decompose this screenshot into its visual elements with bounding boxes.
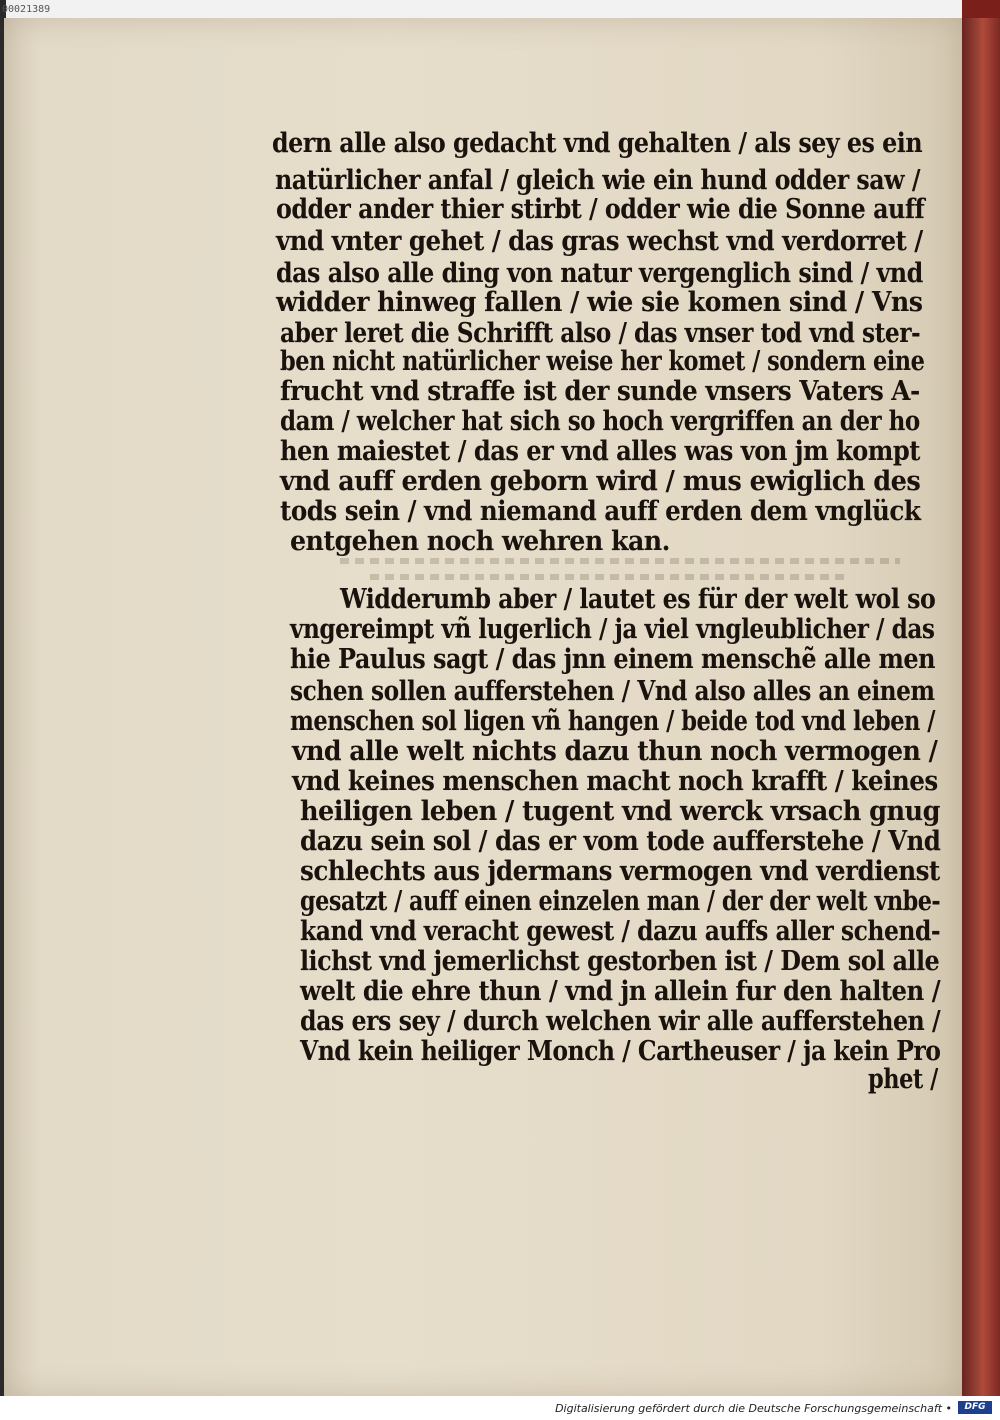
text-line: gesatzt / auff einen einzelen man / der der welt vnbe- (300, 886, 941, 917)
text-line: odder ander thier stirbt / odder wie die Sonne auff (276, 194, 925, 225)
dfg-logo: DFG (958, 1401, 992, 1414)
text-line: Widderumb aber / lautet es für der welt wol so (340, 584, 936, 615)
text-line: vnd keines menschen macht noch krafft / keines (292, 766, 938, 797)
text-line: das also alle ding von natur vergenglich sind / vnd (276, 258, 923, 289)
text-line: vnd auff erden geborn wird / mus ewiglich des (280, 466, 921, 497)
text-line: hen maiestet / das er vnd alles was von jm kompt (280, 436, 920, 467)
binding-edge (962, 18, 1000, 1396)
text-line: phet / (868, 1064, 938, 1095)
text-line: aber leret die Schrifft also / das vnser tod vnd ster- (280, 318, 921, 349)
text-line: dazu sein sol / das er vom tode aufferstehe / Vnd (300, 826, 941, 857)
text-line: tods sein / vnd niemand auff erden dem vnglück (280, 496, 921, 527)
text-line: kand vnd veracht gewest / dazu auffs aller schend- (300, 916, 941, 947)
text-line: entgehen noch wehren kan. (290, 526, 670, 557)
footer-bar (0, 1396, 1000, 1420)
text-line: heiligen leben / tugent vnd werck vrsach gnug (300, 796, 940, 827)
text-line: hie Paulus sagt / das jnn einem menschẽ alle men (290, 644, 936, 675)
text-line: das ers sey / durch welchen wir alle aufferstehen / (300, 1006, 941, 1037)
text-line: lichst vnd jemerlichst gestorben ist / Dem sol alle (300, 946, 940, 977)
text-line: vngereimpt vñ lugerlich / ja viel vngleublicher / das (290, 614, 935, 645)
text-line: dam / welcher hat sich so hoch vergriffen an der ho (280, 406, 920, 437)
text-line: schen sollen aufferstehen / Vnd also alles an einem (290, 676, 935, 707)
text-line: Vnd kein heiliger Monch / Cartheuser / ja kein Pro (300, 1036, 941, 1067)
text-line: ben nicht natürlicher weise her komet / sondern eine (280, 346, 925, 377)
text-line: vnd alle welt nichts dazu thun noch vermogen / (292, 736, 938, 767)
text-line: widder hinweg fallen / wie sie komen sind / Vns (276, 287, 923, 318)
text-line: schlechts aus jdermans vermogen vnd verdienst (300, 856, 940, 887)
footer-credit: Digitalisierung gefördert durch die Deutsche Forschungsgemeinschaft • (555, 1402, 952, 1415)
text-line: natürlicher anfal / gleich wie ein hund odder saw / (275, 165, 920, 196)
text-line: welt die ehre thun / vnd jn allein fur den halten / (300, 976, 941, 1007)
scan-id: 00021389 (2, 4, 51, 15)
text-line: dern alle also gedacht vnd gehalten / als sey es ein (272, 128, 923, 159)
text-line: menschen sol ligen vñ hangen / beide tod vnd leben / (290, 706, 936, 737)
binding-edge-top (962, 0, 1000, 18)
text-line: frucht vnd straffe ist der sunde vnsers Vaters A- (280, 376, 920, 407)
text-line: vnd vnter gehet / das gras wechst vnd verdorret / (276, 226, 923, 257)
